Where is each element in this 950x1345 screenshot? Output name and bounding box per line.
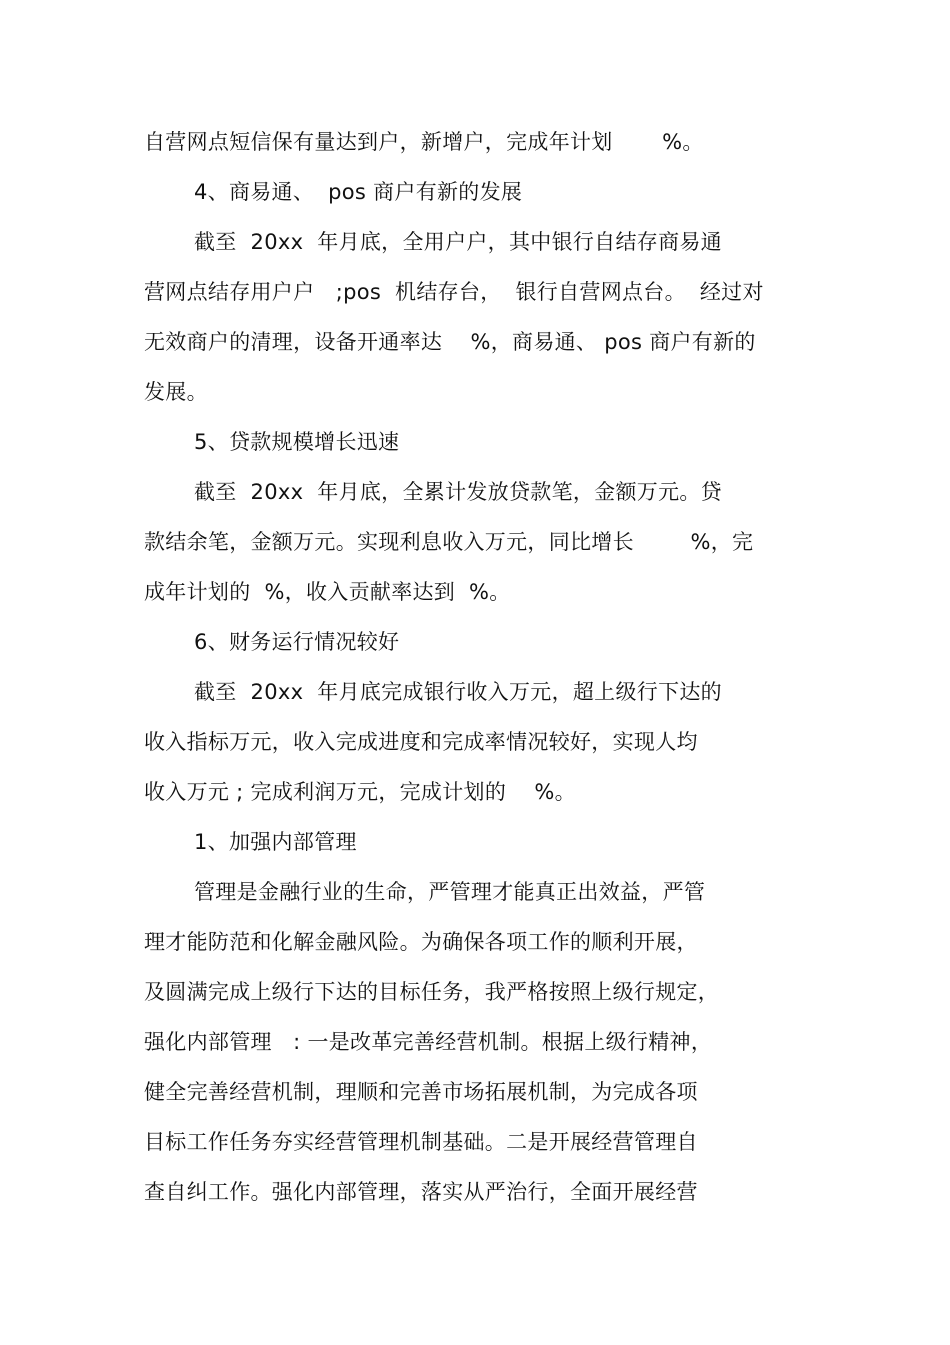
text-line: 健全完善经营机制，理顺和完善市场拓展机制，为完成各项 [144, 1080, 698, 1104]
text-line: 理才能防范和化解金融风险。为确保各项工作的顺利开展， [144, 930, 698, 954]
text-line: 发展。 [144, 380, 208, 404]
text-line: 收入指标万元，收入完成进度和完成率情况较好，实现人均 [144, 730, 698, 754]
text-line: 截至 20xx 年月底，全用户户，其中银行自结存商易通 [194, 230, 722, 254]
text-line: 截至 20xx 年月底完成银行收入万元，超上级行下达的 [194, 680, 722, 704]
section-heading: 6、财务运行情况较好 [194, 630, 400, 654]
text-line: 及圆满完成上级行下达的目标任务，我严格按照上级行规定， [144, 980, 720, 1004]
text-line: 管理是金融行业的生命，严管理才能真正出效益，严管 [194, 880, 706, 904]
text-line: 收入万元 ; 完成利润万元，完成计划的 %。 [144, 780, 576, 804]
section-heading: 5、贷款规模增长迅速 [194, 430, 400, 454]
text-line: 自营网点短信保有量达到户，新增户，完成年计划 %。 [144, 130, 704, 154]
text-line: 成年计划的 %，收入贡献率达到 %。 [144, 580, 511, 604]
text-line: 款结余笔，金额万元。实现利息收入万元，同比增长 %，完 [144, 530, 754, 554]
section-heading: 4、商易通、 pos 商户有新的发展 [194, 180, 523, 204]
text-line: 查自纠工作。强化内部管理，落实从严治行，全面开展经营 [144, 1180, 698, 1204]
text-line: 截至 20xx 年月底，全累计发放贷款笔，金额万元。贷 [194, 480, 722, 504]
section-heading: 1、加强内部管理 [194, 830, 357, 854]
text-line: 无效商户的清理，设备开通率达 %，商易通、 pos 商户有新的 [144, 330, 756, 354]
text-line: 目标工作任务夯实经营管理机制基础。二是开展经营管理自 [144, 1130, 698, 1154]
text-line: 营网点结存用户户 ;pos 机结存台， 银行自营网点台。 经过对 [144, 280, 764, 304]
text-line: 强化内部管理 : 一是改革完善经营机制。根据上级行精神， [144, 1030, 713, 1054]
